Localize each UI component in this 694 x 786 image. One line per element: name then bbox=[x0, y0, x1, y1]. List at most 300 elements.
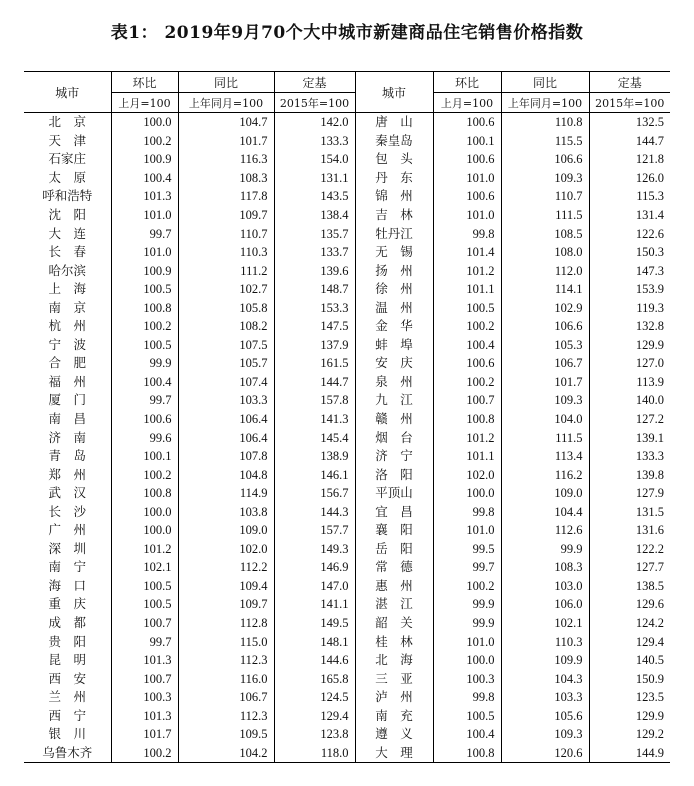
right-mom-cell: 101.0 bbox=[433, 206, 501, 225]
table-row bbox=[24, 465, 670, 484]
left-city-cell: 西 安 bbox=[48, 670, 86, 686]
left-yoy-cell: 103.3 bbox=[178, 391, 274, 410]
left-base-cell: 135.7 bbox=[274, 224, 355, 243]
left-city-cell: 太 原 bbox=[48, 169, 86, 185]
left-yoy-cell: 107.5 bbox=[178, 336, 274, 355]
right-mom-cell: 101.0 bbox=[433, 169, 501, 188]
right-base-cell: 129.9 bbox=[589, 336, 670, 355]
right-mom-cell: 100.4 bbox=[433, 725, 501, 744]
left-city-cell: 厦 门 bbox=[48, 392, 86, 408]
right-base-cell: 131.4 bbox=[589, 206, 670, 225]
right-city-cell: 徐 州 bbox=[355, 280, 433, 299]
right-base-cell: 131.5 bbox=[589, 502, 670, 521]
left-city-cell: 昆 明 bbox=[48, 652, 86, 668]
left-base-cell: 138.9 bbox=[274, 447, 355, 466]
left-city-cell: 南 京 bbox=[48, 299, 86, 315]
right-base-cell: 127.7 bbox=[589, 558, 670, 577]
left-base-cell: 156.7 bbox=[274, 484, 355, 503]
right-yoy-cell: 102.1 bbox=[501, 614, 589, 633]
page-title: 表1： 2019年9月70个大中城市新建商品住宅销售价格指数 bbox=[110, 23, 584, 43]
left-city-cell: 福 州 bbox=[48, 373, 86, 389]
left-yoy-cell: 112.8 bbox=[178, 614, 274, 633]
left-mom-cell: 100.0 bbox=[111, 113, 178, 132]
left-city-cell: 北 京 bbox=[48, 114, 86, 130]
right-yoy-cell: 109.9 bbox=[501, 651, 589, 670]
left-mom-cell: 100.4 bbox=[111, 373, 178, 392]
right-base-cell: 131.6 bbox=[589, 521, 670, 540]
left-city-cell: 青 岛 bbox=[48, 448, 86, 464]
right-base-cell: 144.9 bbox=[589, 744, 670, 763]
right-mom-cell: 101.0 bbox=[433, 632, 501, 651]
left-city-cell: 南 昌 bbox=[48, 411, 86, 427]
left-yoy-cell: 109.7 bbox=[178, 206, 274, 225]
right-mom-cell: 101.0 bbox=[433, 521, 501, 540]
right-city-cell: 丹 东 bbox=[355, 169, 433, 188]
table-row bbox=[24, 317, 670, 336]
right-base-cell: 150.9 bbox=[589, 669, 670, 688]
left-base-cell: 143.5 bbox=[274, 187, 355, 206]
right-mom-cell: 99.8 bbox=[433, 224, 501, 243]
header-city-left: 城市 bbox=[24, 72, 111, 113]
right-city-cell: 温 州 bbox=[355, 298, 433, 317]
left-city-cell: 济 南 bbox=[48, 429, 86, 445]
table-row bbox=[24, 744, 670, 763]
left-yoy-cell: 105.8 bbox=[178, 298, 274, 317]
header-base-left: 定基 bbox=[274, 72, 355, 93]
left-yoy-cell: 102.0 bbox=[178, 540, 274, 559]
right-mom-cell: 100.2 bbox=[433, 577, 501, 596]
table-row bbox=[24, 373, 670, 392]
right-city-cell: 襄 阳 bbox=[355, 521, 433, 540]
right-city-cell: 安 庆 bbox=[355, 354, 433, 373]
left-city-cell: 呼和浩特 bbox=[42, 188, 93, 204]
left-base-cell: 149.5 bbox=[274, 614, 355, 633]
right-yoy-cell: 105.6 bbox=[501, 707, 589, 726]
left-mom-cell: 100.4 bbox=[111, 169, 178, 188]
left-base-cell: 133.3 bbox=[274, 132, 355, 151]
left-yoy-cell: 108.3 bbox=[178, 169, 274, 188]
left-base-cell: 149.3 bbox=[274, 540, 355, 559]
left-yoy-cell: 109.0 bbox=[178, 521, 274, 540]
left-yoy-cell: 111.2 bbox=[178, 261, 274, 280]
right-base-cell: 115.3 bbox=[589, 187, 670, 206]
right-mom-cell: 99.9 bbox=[433, 595, 501, 614]
price-index-table bbox=[24, 71, 670, 763]
right-base-cell: 140.5 bbox=[589, 651, 670, 670]
left-base-cell: 147.0 bbox=[274, 577, 355, 596]
right-city-cell: 赣 州 bbox=[355, 410, 433, 429]
left-mom-cell: 101.2 bbox=[111, 540, 178, 559]
left-mom-cell: 101.3 bbox=[111, 707, 178, 726]
left-yoy-cell: 104.2 bbox=[178, 744, 274, 763]
right-city-cell: 宜 昌 bbox=[355, 502, 433, 521]
left-base-cell: 157.8 bbox=[274, 391, 355, 410]
right-mom-cell: 100.6 bbox=[433, 187, 501, 206]
left-yoy-cell: 117.8 bbox=[178, 187, 274, 206]
right-base-cell: 122.6 bbox=[589, 224, 670, 243]
right-base-cell: 138.5 bbox=[589, 577, 670, 596]
left-yoy-cell: 108.2 bbox=[178, 317, 274, 336]
header-mom-right: 环比 bbox=[433, 72, 501, 93]
left-yoy-cell: 110.7 bbox=[178, 224, 274, 243]
right-yoy-cell: 109.3 bbox=[501, 725, 589, 744]
left-mom-cell: 100.9 bbox=[111, 261, 178, 280]
right-yoy-cell: 108.0 bbox=[501, 243, 589, 262]
right-yoy-cell: 116.2 bbox=[501, 465, 589, 484]
left-city-cell: 哈尔滨 bbox=[48, 262, 86, 278]
right-yoy-cell: 103.3 bbox=[501, 688, 589, 707]
left-yoy-cell: 104.8 bbox=[178, 465, 274, 484]
right-yoy-cell: 106.6 bbox=[501, 317, 589, 336]
table-row bbox=[24, 502, 670, 521]
right-base-cell: 122.2 bbox=[589, 540, 670, 559]
table-row bbox=[24, 224, 670, 243]
right-base-cell: 121.8 bbox=[589, 150, 670, 169]
right-city-cell: 金 华 bbox=[355, 317, 433, 336]
right-city-cell: 大 理 bbox=[355, 744, 433, 763]
left-city-cell: 海 口 bbox=[48, 577, 86, 593]
left-yoy-cell: 116.3 bbox=[178, 150, 274, 169]
left-city-cell: 兰 州 bbox=[48, 689, 86, 705]
left-city-cell: 大 连 bbox=[48, 225, 86, 241]
left-mom-cell: 100.0 bbox=[111, 521, 178, 540]
right-mom-cell: 100.1 bbox=[433, 132, 501, 151]
left-city-cell: 武 汉 bbox=[48, 485, 86, 501]
left-yoy-cell: 107.4 bbox=[178, 373, 274, 392]
left-yoy-cell: 101.7 bbox=[178, 132, 274, 151]
right-mom-cell: 99.7 bbox=[433, 558, 501, 577]
right-base-cell: 127.0 bbox=[589, 354, 670, 373]
left-mom-cell: 101.3 bbox=[111, 651, 178, 670]
left-city-cell: 贵 阳 bbox=[48, 633, 86, 649]
left-base-cell: 141.3 bbox=[274, 410, 355, 429]
right-mom-cell: 101.2 bbox=[433, 261, 501, 280]
left-yoy-cell: 109.7 bbox=[178, 595, 274, 614]
left-base-cell: 153.3 bbox=[274, 298, 355, 317]
right-yoy-cell: 112.0 bbox=[501, 261, 589, 280]
left-base-cell: 146.9 bbox=[274, 558, 355, 577]
left-base-cell: 146.1 bbox=[274, 465, 355, 484]
right-yoy-cell: 105.3 bbox=[501, 336, 589, 355]
left-base-cell: 141.1 bbox=[274, 595, 355, 614]
left-mom-cell: 100.2 bbox=[111, 465, 178, 484]
right-city-cell: 吉 林 bbox=[355, 206, 433, 225]
header-yoy-left: 同比 bbox=[178, 72, 274, 93]
left-base-cell: 145.4 bbox=[274, 428, 355, 447]
right-city-cell: 无 锡 bbox=[355, 243, 433, 262]
left-mom-cell: 99.6 bbox=[111, 428, 178, 447]
right-yoy-cell: 106.6 bbox=[501, 150, 589, 169]
left-mom-cell: 101.0 bbox=[111, 206, 178, 225]
left-mom-cell: 101.3 bbox=[111, 187, 178, 206]
subheader-yoy-right: 上年同月=100 bbox=[501, 93, 589, 113]
right-mom-cell: 101.1 bbox=[433, 280, 501, 299]
table-row bbox=[24, 336, 670, 355]
left-mom-cell: 100.7 bbox=[111, 669, 178, 688]
left-yoy-cell: 102.7 bbox=[178, 280, 274, 299]
subheader-base-left: 2015年=100 bbox=[274, 93, 355, 113]
left-yoy-cell: 116.0 bbox=[178, 669, 274, 688]
right-yoy-cell: 101.7 bbox=[501, 373, 589, 392]
right-base-cell: 133.3 bbox=[589, 447, 670, 466]
left-yoy-cell: 115.0 bbox=[178, 632, 274, 651]
left-city-cell: 成 都 bbox=[48, 615, 86, 631]
left-base-cell: 129.4 bbox=[274, 707, 355, 726]
left-yoy-cell: 107.8 bbox=[178, 447, 274, 466]
left-city-cell: 天 津 bbox=[48, 132, 86, 148]
right-city-cell: 北 海 bbox=[355, 651, 433, 670]
subheader-yoy-left: 上年同月=100 bbox=[178, 93, 274, 113]
left-mom-cell: 100.5 bbox=[111, 595, 178, 614]
right-yoy-cell: 120.6 bbox=[501, 744, 589, 763]
subheader-base-right: 2015年=100 bbox=[589, 93, 670, 113]
right-city-cell: 九 江 bbox=[355, 391, 433, 410]
left-mom-cell: 100.2 bbox=[111, 744, 178, 763]
right-city-cell: 桂 林 bbox=[355, 632, 433, 651]
left-mom-cell: 99.7 bbox=[111, 632, 178, 651]
right-mom-cell: 100.6 bbox=[433, 113, 501, 132]
right-city-cell: 平顶山 bbox=[355, 484, 433, 503]
left-base-cell: 138.4 bbox=[274, 206, 355, 225]
left-base-cell: 154.0 bbox=[274, 150, 355, 169]
right-mom-cell: 100.3 bbox=[433, 669, 501, 688]
table-row bbox=[24, 354, 670, 373]
right-yoy-cell: 99.9 bbox=[501, 540, 589, 559]
right-base-cell: 140.0 bbox=[589, 391, 670, 410]
right-city-cell: 泉 州 bbox=[355, 373, 433, 392]
right-yoy-cell: 104.0 bbox=[501, 410, 589, 429]
right-city-cell: 扬 州 bbox=[355, 261, 433, 280]
table-row bbox=[24, 688, 670, 707]
right-yoy-cell: 110.7 bbox=[501, 187, 589, 206]
right-mom-cell: 100.8 bbox=[433, 410, 501, 429]
right-yoy-cell: 109.3 bbox=[501, 391, 589, 410]
left-base-cell: 142.0 bbox=[274, 113, 355, 132]
left-city-cell: 西 宁 bbox=[48, 707, 86, 723]
table-row bbox=[24, 150, 670, 169]
left-base-cell: 133.7 bbox=[274, 243, 355, 262]
left-city-cell: 上 海 bbox=[48, 281, 86, 297]
left-city-cell: 南 宁 bbox=[48, 559, 86, 575]
table-row bbox=[24, 632, 670, 651]
left-yoy-cell: 109.4 bbox=[178, 577, 274, 596]
table-row bbox=[24, 707, 670, 726]
right-base-cell: 119.3 bbox=[589, 298, 670, 317]
right-city-cell: 遵 义 bbox=[355, 725, 433, 744]
left-base-cell: 123.8 bbox=[274, 725, 355, 744]
table-row bbox=[24, 169, 670, 188]
left-mom-cell: 100.8 bbox=[111, 298, 178, 317]
left-city-cell: 长 沙 bbox=[48, 503, 86, 519]
left-mom-cell: 100.5 bbox=[111, 336, 178, 355]
right-mom-cell: 99.5 bbox=[433, 540, 501, 559]
right-city-cell: 三 亚 bbox=[355, 669, 433, 688]
right-yoy-cell: 109.0 bbox=[501, 484, 589, 503]
table-row bbox=[24, 132, 670, 151]
right-city-cell: 济 宁 bbox=[355, 447, 433, 466]
table-row bbox=[24, 113, 670, 132]
left-mom-cell: 100.7 bbox=[111, 614, 178, 633]
left-yoy-cell: 103.8 bbox=[178, 502, 274, 521]
left-city-cell: 乌鲁木齐 bbox=[24, 744, 111, 763]
left-city-cell: 深 圳 bbox=[48, 540, 86, 556]
table-row bbox=[24, 614, 670, 633]
left-base-cell: 144.3 bbox=[274, 502, 355, 521]
right-yoy-cell: 109.3 bbox=[501, 169, 589, 188]
table-row bbox=[24, 261, 670, 280]
left-yoy-cell: 112.2 bbox=[178, 558, 274, 577]
right-mom-cell: 99.8 bbox=[433, 502, 501, 521]
left-yoy-cell: 106.7 bbox=[178, 688, 274, 707]
left-yoy-cell: 109.5 bbox=[178, 725, 274, 744]
right-base-cell: 139.1 bbox=[589, 428, 670, 447]
right-yoy-cell: 106.7 bbox=[501, 354, 589, 373]
right-mom-cell: 100.6 bbox=[433, 354, 501, 373]
table-row bbox=[24, 206, 670, 225]
right-base-cell: 126.0 bbox=[589, 169, 670, 188]
table-row bbox=[24, 280, 670, 299]
right-mom-cell: 99.9 bbox=[433, 614, 501, 633]
right-mom-cell: 101.4 bbox=[433, 243, 501, 262]
right-base-cell: 123.5 bbox=[589, 688, 670, 707]
right-base-cell: 127.9 bbox=[589, 484, 670, 503]
left-base-cell: 148.7 bbox=[274, 280, 355, 299]
table-row bbox=[24, 243, 670, 262]
table-row bbox=[24, 410, 670, 429]
table-body bbox=[24, 113, 670, 763]
table-row bbox=[24, 447, 670, 466]
right-yoy-cell: 114.1 bbox=[501, 280, 589, 299]
table-row bbox=[24, 428, 670, 447]
right-yoy-cell: 108.5 bbox=[501, 224, 589, 243]
right-yoy-cell: 115.5 bbox=[501, 132, 589, 151]
right-yoy-cell: 110.3 bbox=[501, 632, 589, 651]
left-mom-cell: 99.7 bbox=[111, 391, 178, 410]
right-yoy-cell: 113.4 bbox=[501, 447, 589, 466]
subheader-mom-right: 上月=100 bbox=[433, 93, 501, 113]
right-base-cell: 129.6 bbox=[589, 595, 670, 614]
table-row bbox=[24, 595, 670, 614]
left-base-cell: 118.0 bbox=[274, 744, 355, 763]
right-yoy-cell: 103.0 bbox=[501, 577, 589, 596]
header-yoy-right: 同比 bbox=[501, 72, 589, 93]
table-row bbox=[24, 558, 670, 577]
right-base-cell: 129.9 bbox=[589, 707, 670, 726]
left-mom-cell: 100.2 bbox=[111, 317, 178, 336]
left-yoy-cell: 106.4 bbox=[178, 410, 274, 429]
left-base-cell: 124.5 bbox=[274, 688, 355, 707]
right-mom-cell: 100.7 bbox=[433, 391, 501, 410]
left-base-cell: 144.6 bbox=[274, 651, 355, 670]
table-row bbox=[24, 540, 670, 559]
table-row bbox=[24, 577, 670, 596]
right-city-cell: 烟 台 bbox=[355, 428, 433, 447]
right-mom-cell: 100.4 bbox=[433, 336, 501, 355]
right-yoy-cell: 104.4 bbox=[501, 502, 589, 521]
right-city-cell: 湛 江 bbox=[355, 595, 433, 614]
left-base-cell: 147.5 bbox=[274, 317, 355, 336]
left-yoy-cell: 110.3 bbox=[178, 243, 274, 262]
left-base-cell: 161.5 bbox=[274, 354, 355, 373]
left-yoy-cell: 104.7 bbox=[178, 113, 274, 132]
left-mom-cell: 99.7 bbox=[111, 224, 178, 243]
right-city-cell: 蚌 埠 bbox=[355, 336, 433, 355]
left-base-cell: 165.8 bbox=[274, 669, 355, 688]
right-city-cell: 秦皇岛 bbox=[355, 132, 433, 151]
left-base-cell: 148.1 bbox=[274, 632, 355, 651]
right-base-cell: 127.2 bbox=[589, 410, 670, 429]
left-yoy-cell: 114.9 bbox=[178, 484, 274, 503]
right-mom-cell: 100.5 bbox=[433, 298, 501, 317]
left-base-cell: 157.7 bbox=[274, 521, 355, 540]
left-city-cell: 沈 阳 bbox=[48, 207, 86, 222]
left-base-cell: 139.6 bbox=[274, 261, 355, 280]
right-city-cell: 岳 阳 bbox=[355, 540, 433, 559]
right-base-cell: 124.2 bbox=[589, 614, 670, 633]
left-mom-cell: 100.0 bbox=[111, 502, 178, 521]
right-city-cell: 牡丹江 bbox=[355, 224, 433, 243]
right-yoy-cell: 112.6 bbox=[501, 521, 589, 540]
right-city-cell: 常 德 bbox=[355, 558, 433, 577]
left-mom-cell: 101.0 bbox=[111, 243, 178, 262]
left-yoy-cell: 106.4 bbox=[178, 428, 274, 447]
right-yoy-cell: 106.0 bbox=[501, 595, 589, 614]
right-base-cell: 147.3 bbox=[589, 261, 670, 280]
right-yoy-cell: 108.3 bbox=[501, 558, 589, 577]
left-city-cell: 宁 波 bbox=[48, 336, 86, 352]
right-yoy-cell: 102.9 bbox=[501, 298, 589, 317]
left-base-cell: 131.1 bbox=[274, 169, 355, 188]
left-city-cell: 合 肥 bbox=[48, 355, 86, 371]
left-city-cell: 石家庄 bbox=[48, 151, 86, 167]
right-base-cell: 132.5 bbox=[589, 113, 670, 132]
right-base-cell: 139.8 bbox=[589, 465, 670, 484]
right-base-cell: 153.9 bbox=[589, 280, 670, 299]
right-yoy-cell: 104.3 bbox=[501, 669, 589, 688]
right-base-cell: 113.9 bbox=[589, 373, 670, 392]
left-mom-cell: 99.9 bbox=[111, 354, 178, 373]
left-yoy-cell: 112.3 bbox=[178, 707, 274, 726]
left-mom-cell: 100.6 bbox=[111, 410, 178, 429]
right-city-cell: 泸 州 bbox=[355, 688, 433, 707]
header-city-right: 城市 bbox=[355, 72, 433, 113]
right-mom-cell: 102.0 bbox=[433, 465, 501, 484]
right-city-cell: 包 头 bbox=[355, 150, 433, 169]
table-row bbox=[24, 651, 670, 670]
right-city-cell: 洛 阳 bbox=[355, 465, 433, 484]
left-mom-cell: 100.5 bbox=[111, 280, 178, 299]
right-city-cell: 唐 山 bbox=[355, 113, 433, 132]
right-city-cell: 南 充 bbox=[355, 707, 433, 726]
left-mom-cell: 100.3 bbox=[111, 688, 178, 707]
table-row bbox=[24, 391, 670, 410]
right-mom-cell: 100.6 bbox=[433, 150, 501, 169]
table-row bbox=[24, 521, 670, 540]
table-row bbox=[24, 187, 670, 206]
right-mom-cell: 99.8 bbox=[433, 688, 501, 707]
table-row bbox=[24, 725, 670, 744]
left-city-cell: 长 春 bbox=[48, 244, 86, 260]
table-row bbox=[24, 669, 670, 688]
right-mom-cell: 100.0 bbox=[433, 651, 501, 670]
right-mom-cell: 100.5 bbox=[433, 707, 501, 726]
left-mom-cell: 102.1 bbox=[111, 558, 178, 577]
right-base-cell: 129.2 bbox=[589, 725, 670, 744]
right-mom-cell: 100.8 bbox=[433, 744, 501, 763]
right-mom-cell: 101.2 bbox=[433, 428, 501, 447]
left-yoy-cell: 105.7 bbox=[178, 354, 274, 373]
table-row bbox=[24, 484, 670, 503]
